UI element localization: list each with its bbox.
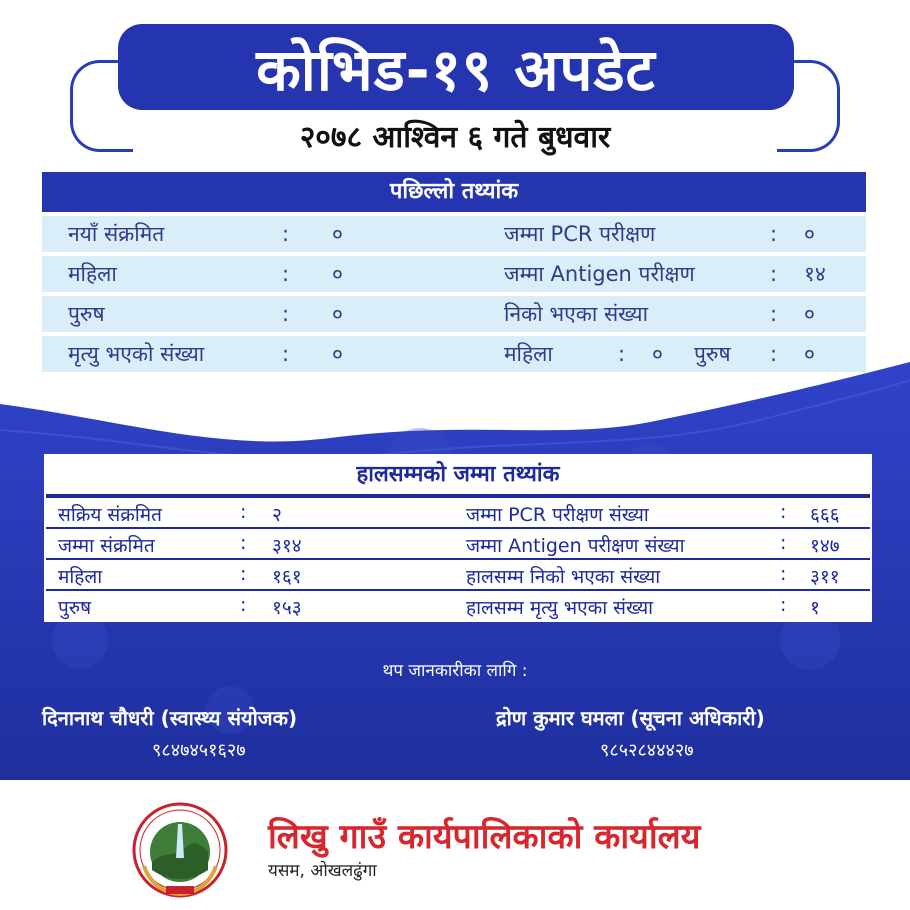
row-label: जम्मा Antigen परीक्षण (504, 262, 695, 286)
row-value: १४७ (810, 535, 840, 557)
contact-name-info-officer: द्रोण कुमार घमला (सूचना अधिकारी) (496, 706, 765, 730)
row-separator: : (780, 501, 787, 523)
row-separator: : (240, 563, 247, 585)
date-text: २०७८ आश्विन ६ गते बुधवार (286, 115, 625, 156)
date-line (0, 115, 910, 156)
row-separator: : (770, 262, 778, 286)
row-separator: : (780, 563, 787, 585)
row-value: १४ (804, 262, 826, 286)
total-stats-table (44, 454, 872, 622)
row-separator: : (770, 302, 778, 326)
contact-phone-health: ९८४७४५१६२७ (152, 740, 246, 761)
table-row (42, 256, 866, 292)
row-value: ० (804, 222, 815, 246)
row-separator: : (618, 342, 626, 366)
page-title: कोभिड-१९ अपडेट (256, 35, 656, 104)
row-label: हालसम्म निको भएका संख्या (466, 566, 661, 588)
row-label: नयाँ संक्रमित (68, 222, 165, 246)
row-separator: : (780, 532, 787, 554)
row-separator: : (282, 262, 290, 286)
recent-stats-table (42, 172, 866, 372)
row-label: पुरुष (68, 302, 105, 326)
row-separator: : (240, 594, 247, 616)
table-row (42, 336, 866, 372)
total-stats-heading: हालसम्मको जम्मा तथ्यांक (46, 456, 870, 496)
table-row (46, 527, 870, 558)
row-value: ० (332, 342, 343, 366)
more-info-label: थप जानकारीका लागि : (382, 661, 528, 681)
row-label: महिला (504, 342, 553, 366)
row-separator: : (282, 222, 290, 246)
row-label: सक्रिय संक्रमित (58, 504, 162, 526)
row-label: जम्मा PCR परीक्षण (504, 222, 656, 246)
row-separator: : (282, 342, 290, 366)
row-label: महिला (68, 262, 117, 286)
title-banner (118, 24, 794, 110)
table-row (46, 558, 870, 589)
municipality-seal-icon (130, 800, 230, 900)
row-value: २ (272, 504, 282, 526)
row-label: पुरुष (694, 342, 731, 366)
row-label: निको भएका संख्या (504, 302, 649, 326)
row-separator: : (770, 342, 778, 366)
row-label: पुरुष (58, 597, 92, 619)
row-value: ० (332, 222, 343, 246)
table-row (46, 496, 870, 527)
row-label: जम्मा Antigen परीक्षण संख्या (466, 535, 685, 557)
row-label: जम्मा संक्रमित (58, 535, 155, 557)
office-address: यसम, ओखलढुंगा (268, 861, 377, 881)
row-value: ० (332, 302, 343, 326)
table-row (42, 296, 866, 332)
row-value: ३१४ (272, 535, 302, 557)
row-separator: : (780, 594, 787, 616)
recent-stats-heading: पछिल्लो तथ्यांक (42, 172, 866, 212)
row-value: १६१ (272, 566, 302, 588)
row-label: जम्मा PCR परीक्षण संख्या (466, 504, 649, 526)
contact-phone-info-officer: ९८५२८४४४२७ (600, 740, 694, 761)
row-value: ० (652, 342, 663, 366)
row-value: ६६६ (810, 504, 840, 526)
row-label: मृत्यु भएको संख्या (68, 342, 205, 366)
row-label: हालसम्म मृत्यु भएका संख्या (466, 597, 654, 619)
office-name: लिखु गाउँ कार्यपालिकाको कार्यालय (268, 817, 701, 857)
row-value: ३११ (810, 566, 840, 588)
row-label: महिला (58, 566, 103, 588)
row-separator: : (240, 501, 247, 523)
row-separator: : (240, 532, 247, 554)
row-separator: : (770, 222, 778, 246)
table-row (46, 589, 870, 620)
row-value: ० (804, 342, 815, 366)
contact-name-health: दिनानाथ चौधरी (स्वास्थ्य संयोजक) (42, 706, 298, 730)
row-value: १ (810, 597, 820, 619)
row-value: ० (804, 302, 815, 326)
row-separator: : (282, 302, 290, 326)
row-value: १५३ (272, 597, 302, 619)
table-row (42, 216, 866, 252)
row-value: ० (332, 262, 343, 286)
